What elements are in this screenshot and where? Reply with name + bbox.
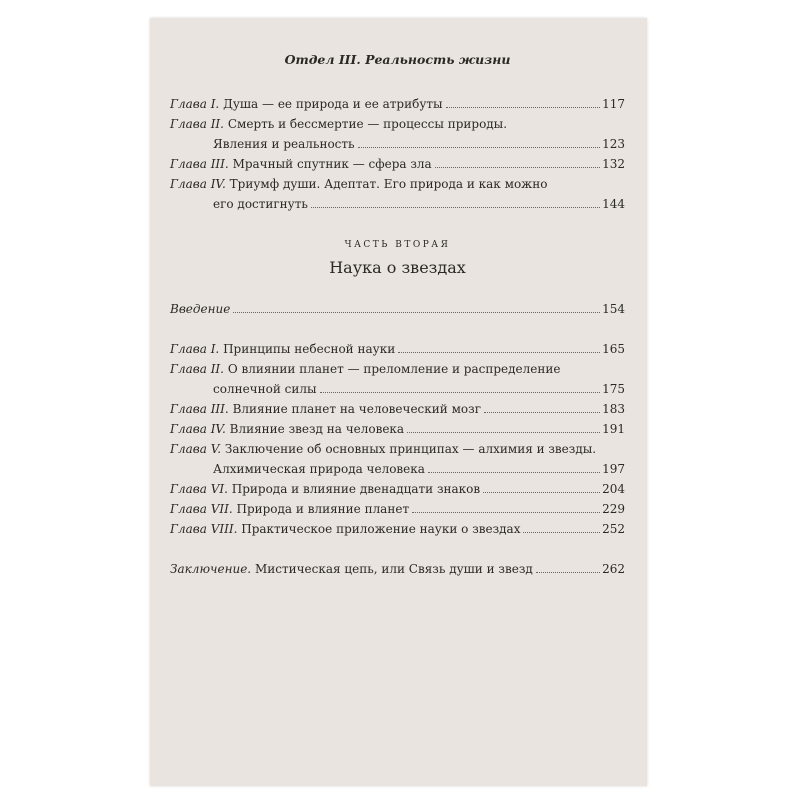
page-number: 191 (602, 422, 625, 436)
page-number: 132 (602, 157, 625, 171)
toc-entry-conclusion (170, 559, 625, 579)
conclusion-text: Мистическая цепь, или Связь души и звезд (254, 562, 533, 576)
toc-entry (170, 519, 625, 539)
chapter-label: Глава VI. (170, 482, 228, 496)
chapter-title: Заключение об основных принципах — алхимия и звезды. (224, 442, 597, 456)
intro-label: Введение (170, 302, 231, 316)
part1-entries (170, 94, 625, 214)
page-number: 117 (602, 97, 625, 111)
page-number: 252 (602, 522, 625, 536)
toc-entry (170, 94, 625, 114)
toc-entry (170, 479, 625, 499)
chapter-label: Глава I. (170, 342, 220, 356)
chapter-label: Глава V. (170, 442, 222, 456)
dot-leader (484, 412, 600, 413)
chapter-title: Практическое приложение науки о звездах (241, 522, 521, 536)
chapter-label: Глава IV. (170, 422, 226, 436)
chapter-title: Душа — ее природа и ее атрибуты (223, 97, 443, 111)
chapter-label: Глава III. (170, 157, 229, 171)
dot-leader (398, 352, 600, 353)
chapter-title-cont: Алхимическая природа человека (213, 462, 425, 476)
page-number: 123 (602, 137, 625, 151)
chapter-label: Глава III. (170, 402, 229, 416)
conclusion-label: Заключение. (170, 562, 252, 576)
chapter-title-cont: его достигнуть (213, 197, 308, 211)
conclusion-page: 262 (602, 562, 625, 576)
page-number: 144 (602, 197, 625, 211)
table-of-contents (170, 52, 625, 579)
chapter-title: Влияние звезд на человека (229, 422, 405, 436)
chapter-label: Глава IV. (170, 177, 226, 191)
toc-entry (170, 154, 625, 174)
page-number: 229 (602, 502, 625, 516)
dot-leader (523, 532, 600, 533)
part2-entries (170, 339, 625, 539)
dot-leader (233, 312, 600, 313)
dot-leader (320, 392, 601, 393)
page-number: 175 (602, 382, 625, 396)
part-label: ЧАСТЬ ВТОРАЯ (344, 240, 451, 250)
chapter-title-cont: солнечной силы (213, 382, 317, 396)
dot-leader (358, 147, 601, 148)
chapter-label: Глава I. (170, 97, 220, 111)
book-page (150, 18, 647, 786)
intro-page: 154 (602, 302, 625, 316)
dot-leader (483, 492, 600, 493)
dot-leader (412, 512, 600, 513)
page-number: 204 (602, 482, 625, 496)
chapter-title: Природа и влияние планет (236, 502, 410, 516)
dot-leader (536, 572, 600, 573)
dot-leader (311, 207, 600, 208)
chapter-label: Глава VIII. (170, 522, 238, 536)
page-number: 165 (602, 342, 625, 356)
dot-leader (428, 472, 600, 473)
chapter-title: Мрачный спутник — сфера зла (232, 157, 432, 171)
toc-entry (170, 359, 625, 399)
chapter-label: Глава VII. (170, 502, 233, 516)
toc-entry (170, 499, 625, 519)
toc-entry (170, 174, 625, 214)
toc-entry (170, 114, 625, 154)
chapter-title: Принципы небесной науки (223, 342, 396, 356)
toc-entry (170, 439, 625, 479)
chapter-label: Глава II. (170, 117, 224, 131)
chapter-title: Природа и влияние двенадцати знаков (231, 482, 481, 496)
chapter-title: Смерть и бессмертие — процессы природы. (227, 117, 508, 131)
chapter-title-cont: Явления и реальность (213, 137, 355, 151)
toc-entry-intro (170, 299, 625, 319)
dot-leader (435, 167, 600, 168)
chapter-title: Влияние планет на человеческий мозг (232, 402, 481, 416)
toc-entry (170, 419, 625, 439)
chapter-title: О влиянии планет — преломление и распределение (227, 362, 561, 376)
section-title: Отдел III. Реальность жизни (284, 52, 511, 67)
chapter-label: Глава II. (170, 362, 224, 376)
chapter-title: Триумф души. Адептат. Его природа и как можно (229, 177, 548, 191)
dot-leader (407, 432, 600, 433)
part-title: Наука о звездах (329, 258, 466, 277)
page-number: 183 (602, 402, 625, 416)
toc-entry (170, 399, 625, 419)
dot-leader (446, 107, 601, 108)
page-number: 197 (602, 462, 625, 476)
toc-entry (170, 339, 625, 359)
